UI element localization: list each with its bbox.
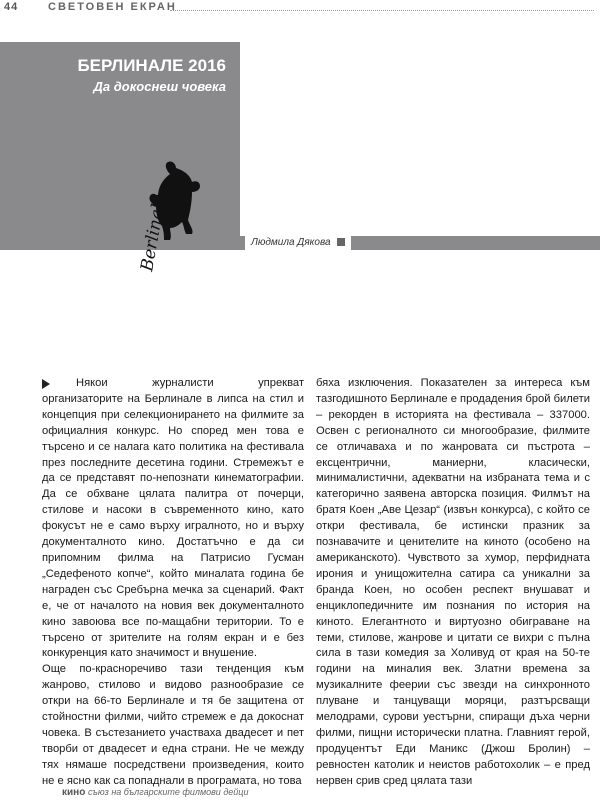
paragraph: Някои журналисти упрекват организаторите на Берлинале в липса на стил и концепция при селекционирането на филмите за официалния конкурс. Но според мен това е търсено и се налага като политика на фестивала през последните десетина години. Стремежът е да се представят по-непознати кинематографии. Да се обхване цялата палитра от почерци, стилове и насоки в съвременното кино, като фокусът не е само върху игралното, но и върху документалното кино. Достатъчно е да си припомним филма на Патрисио Гусман „Седефеното копче“, който миналата година бе награден със Сребърна мечка за сценарий. Факт е, че от началото на новия век документалното кино завоюва все по-мащабни територии. То е търсено от зрителите на голям екран и е без конкуренция като значимост и внушение. [42,377,304,660]
section-title: СВЕТОВЕН ЕКРАН [48,1,177,13]
article-column-right [316,376,590,790]
footer-logo: кино [62,787,86,798]
article-banner [0,42,240,273]
berlinale-bear-logo-icon [130,152,212,277]
page-number: 44 [4,1,19,13]
square-bullet-icon [337,238,345,246]
header-dotted-rule [170,10,594,11]
page-footer [0,784,600,800]
article-title: БЕРЛИНАЛЕ 2016 [77,56,226,75]
article-column-left [42,376,304,790]
paragraph: Още по-красноречиво тази тенденция към жанрово, стилово и видово разнообразие се откри на 66-то Берлинале и тя бе защитена от стойностни филми, чийто стремеж е да докоснат човека. В състезанието участваха двадесет и пет творби от двадесет и една страни. Не че между тях нямаше посредствени произведения, които не е ясно как са попаднали в програмата, но това [42,663,304,787]
author-byline [245,236,351,250]
article-subtitle: Да докоснеш човека [93,79,226,94]
author-name: Людмила Дякова [251,237,331,248]
page-header [0,0,600,18]
paragraph: бяха изключения. Показателен за интереса към тазгодишното Берлинале е продадения брой билети – рекорден в историята на фестивала – 337000. Освен с регионалното си многообразие, филмите се отличаваха и по жанровата си пъстрота – ексцентрични, маниерни, класически, минималистични, адекватни на избраната тема и с категорично заявена авторска позиция. Филмът на братя Коен „Аве Цезар“ (извън конкурса), с който се откри фестивала, бе истински празник за познавачите и ценителите на киното (особено на американското). Чувството за хумор, перфидната ирония и унищожителна сатира са уникални за бранда Коен, но особен респект внушават и енциклопедичните им познания по история на киното. Елегантното и виртуозно обиграване на теми, стилове, жанрове и цитати се вихри с пълна сила в тази комедия за Холивуд от края на 50-те години на миналия век. Златни времена за музикалните феерии със звезди на синхронното плуване и танцуващи моряци, разтърсващи мелодрами, сурови уестърни, спиращи дъха черни филми, пищни исторически платна. Главният герой, продуцентът Еди Маникс (Джош Бролин) – ревностен католик и неистов работохолик – е пред нервен срив сред цялата тази [316,377,591,787]
footer-publisher: съюз на българските филмови дейци [88,787,249,797]
logo-script: Berlinale [137,192,171,273]
